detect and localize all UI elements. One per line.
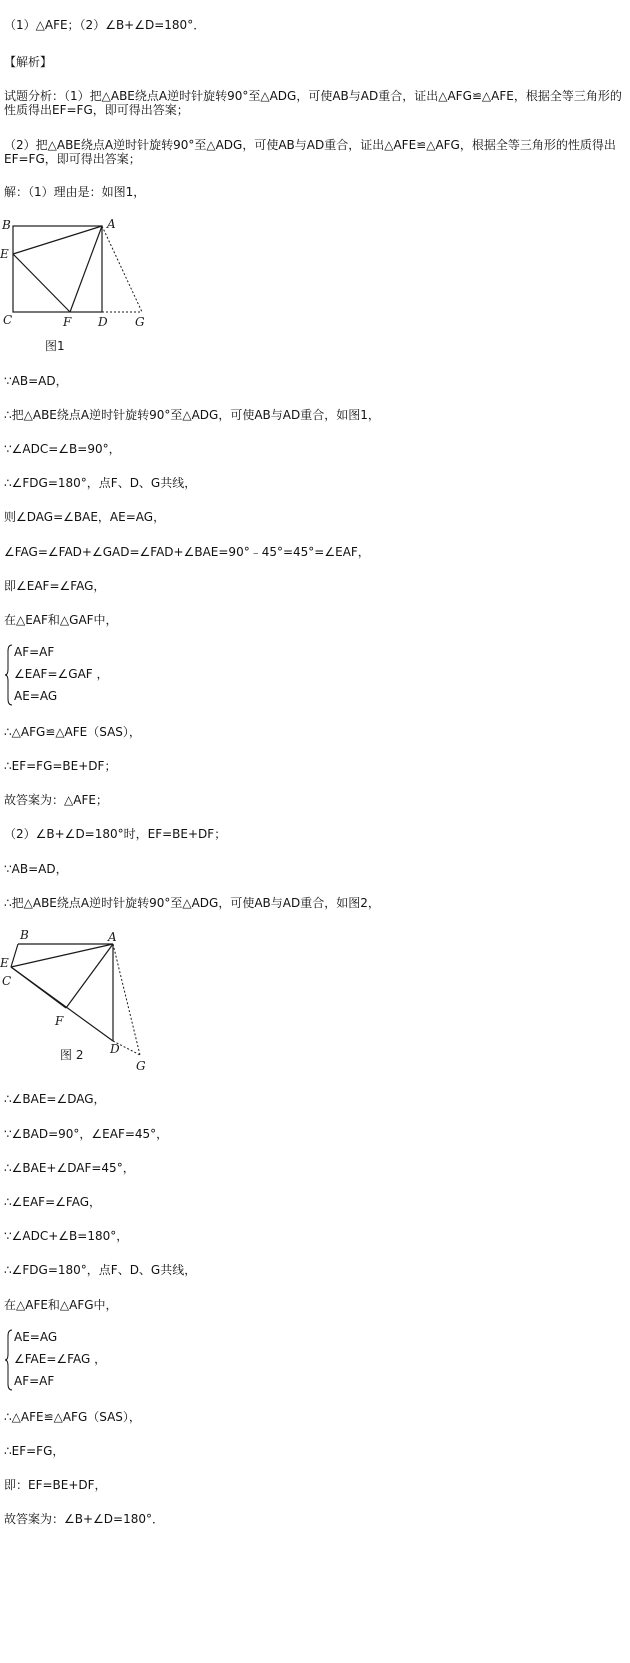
segment-ag-dashed <box>113 944 140 1055</box>
step-1-10: ∴EF=FG=BE+DF； <box>4 759 117 773</box>
analysis-part-2: （2）把△ABE绕点A逆时针旋转90°至△ADG，可使AB与AD重合，证出△AFE≌△AFG，根据全等三角形的性质得出EF=FG，即可得出答案； <box>4 138 616 166</box>
system-1-row-2: ∠EAF=∠GAF ， <box>14 667 109 681</box>
label-a: A <box>107 217 116 231</box>
system-2-row-3: AF=AF <box>14 1374 55 1388</box>
segment-cd <box>11 967 113 1041</box>
step-1-3: ∵∠ADC=∠B=90°， <box>4 442 121 456</box>
answer-line: （1）△AFE；（2）∠B+∠D=180°． <box>4 18 206 32</box>
label-e: E <box>0 247 9 261</box>
equation-system-1 <box>4 643 204 707</box>
system-2-row-1: AE=AG <box>14 1330 58 1344</box>
label-c: C <box>2 974 12 988</box>
step-1-5: 则∠DAG=∠BAE，AE=AG， <box>4 510 166 524</box>
figure-2-caption: 图 2 <box>60 1048 84 1062</box>
step-2-3: ∴∠BAE=∠DAG， <box>4 1092 106 1106</box>
label-f: F <box>63 315 72 329</box>
step-2-7: ∵∠ADC+∠B=180°， <box>4 1229 129 1243</box>
solution-intro: 解：（1）理由是：如图1， <box>4 185 146 199</box>
step-1-6: ∠FAG=∠FAD+∠GAD=∠FAD+∠BAE=90°﹣45°=45°=∠EAF， <box>4 545 370 559</box>
step-1-8: 在△EAF和△GAF中， <box>4 613 118 627</box>
system-2-row-2: ∠FAE=∠FAG ， <box>14 1352 107 1366</box>
label-a: A <box>108 930 117 944</box>
label-d: D <box>110 1042 120 1056</box>
label-b: B <box>20 928 29 942</box>
part-2-intro: （2）∠B+∠D=180°时，EF=BE+DF； <box>4 827 227 841</box>
step-2-9: 在△AFE和△AFG中， <box>4 1298 118 1312</box>
step-2-11: ∴EF=FG， <box>4 1444 65 1458</box>
label-b: B <box>2 218 11 232</box>
step-1-4: ∴∠FDG=180°，点F、D、G共线， <box>4 476 197 490</box>
step-2-8: ∴∠FDG=180°，点F、D、G共线， <box>4 1263 197 1277</box>
analysis-heading: 【解析】 <box>4 55 53 69</box>
segment-ae <box>11 944 113 967</box>
step-1-9: ∴△AFG≌△AFE（SAS）， <box>4 725 141 739</box>
step-2-10: ∴△AFE≌△AFG（SAS）， <box>4 1410 141 1424</box>
step-2-12: 即：EF=BE+DF， <box>4 1478 107 1492</box>
final-answer: 故答案为：∠B+∠D=180°． <box>4 1512 165 1526</box>
segment-be <box>11 944 18 967</box>
segment-ag-dashed <box>102 226 142 312</box>
label-e: E <box>0 956 9 970</box>
label-f: F <box>55 1014 64 1028</box>
step-2-1: ∵AB=AD， <box>4 862 68 876</box>
segment-af <box>70 226 102 312</box>
figure-2 <box>0 922 170 1080</box>
step-1-1: ∵AB=AD， <box>4 374 68 388</box>
figure-1-caption: 图1 <box>45 339 65 353</box>
figure-1 <box>0 210 170 360</box>
system-1-row-3: AE=AG <box>14 689 58 703</box>
step-1-2: ∴把△ABE绕点A逆时针旋转90°至△ADG，可使AB与AD重合，如图1， <box>4 408 380 422</box>
step-2-4: ∵∠BAD=90°，∠EAF=45°， <box>4 1127 169 1141</box>
step-1-11: 故答案为：△AFE； <box>4 793 108 807</box>
segment-ef <box>13 254 70 312</box>
segment-ae <box>13 226 102 254</box>
label-g: G <box>135 315 145 329</box>
label-c: C <box>3 313 13 327</box>
step-1-7: 即∠EAF=∠FAG， <box>4 579 106 593</box>
step-2-6: ∴∠EAF=∠FAG， <box>4 1195 101 1209</box>
analysis-part-1: 试题分析：（1）把△ABE绕点A逆时针旋转90°至△ADG，可使AB与AD重合，证出△AFG≌△AFE，根据全等三角形的性质得出EF=FG，即可得出答案； <box>4 89 622 117</box>
system-1-row-1: AF=AF <box>14 645 55 659</box>
step-2-2: ∴把△ABE绕点A逆时针旋转90°至△ADG，可使AB与AD重合，如图2， <box>4 896 380 910</box>
step-2-5: ∴∠BAE+∠DAF=45°， <box>4 1161 135 1175</box>
label-g: G <box>136 1059 146 1073</box>
equation-system-2 <box>4 1328 204 1392</box>
label-d: D <box>98 315 108 329</box>
